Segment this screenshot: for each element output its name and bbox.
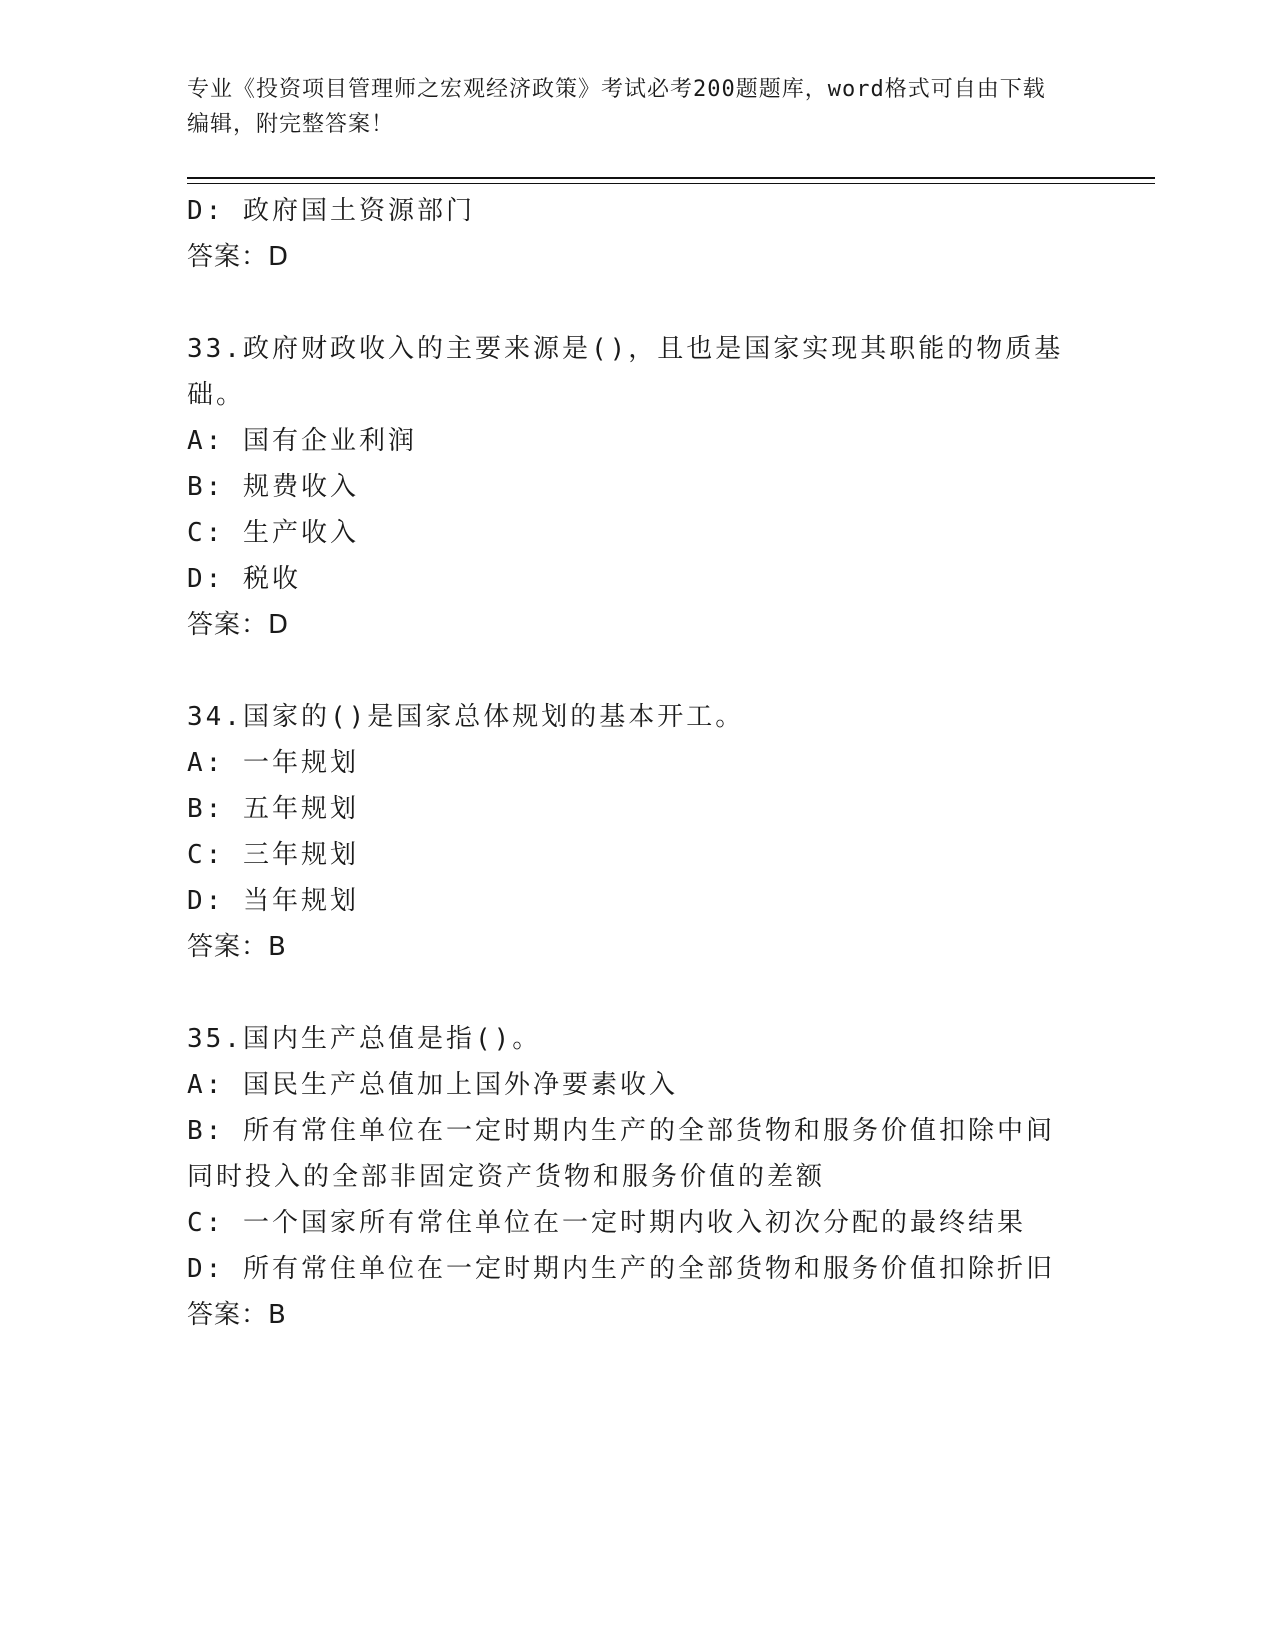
answer: 答案：B	[187, 1300, 287, 1330]
option-a: A: 国民生产总值加上国外净要素收入	[187, 1070, 678, 1100]
question-stem: 33.政府财政收入的主要来源是()，且也是国家实现其职能的物质基础。	[187, 334, 1064, 410]
header-rule-thin	[187, 183, 1155, 184]
question-stem: 35.国内生产总值是指()。	[187, 1024, 542, 1054]
option-d: D: 所有常住单位在一定时期内生产的全部货物和服务价值扣除折旧	[187, 1254, 1055, 1284]
option-b: B: 五年规划	[187, 794, 359, 824]
spacer	[187, 280, 1087, 326]
answer: 答案：D	[187, 242, 290, 272]
spacer	[187, 648, 1087, 694]
option-c: C: 生产收入	[187, 518, 359, 548]
spacer	[187, 970, 1087, 1016]
question-stem: 34.国家的()是国家总体规划的基本开工。	[187, 702, 745, 732]
answer: 答案：B	[187, 932, 287, 962]
question-content	[187, 188, 1087, 1338]
answer: 答案：D	[187, 610, 290, 640]
option-d: D: 政府国土资源部门	[187, 196, 475, 226]
option-d: D: 税收	[187, 564, 301, 594]
option-c: C: 一个国家所有常住单位在一定时期内收入初次分配的最终结果	[187, 1208, 1026, 1238]
option-b: B: 所有常住单位在一定时期内生产的全部货物和服务价值扣除中间同时投入的全部非固定资产货物和服务价值的差额	[187, 1116, 1055, 1192]
header-rule-thick	[187, 177, 1155, 179]
question-35	[187, 1016, 1087, 1338]
question-34	[187, 694, 1087, 970]
option-a: A: 国有企业利润	[187, 426, 417, 456]
option-a: A: 一年规划	[187, 748, 359, 778]
option-c: C: 三年规划	[187, 840, 359, 870]
option-d: D: 当年规划	[187, 886, 359, 916]
option-b: B: 规费收入	[187, 472, 359, 502]
question-33	[187, 326, 1087, 648]
document-header: 专业《投资项目管理师之宏观经济政策》考试必考200题题库，word格式可自由下载编辑，附完整答案！	[187, 77, 1046, 137]
